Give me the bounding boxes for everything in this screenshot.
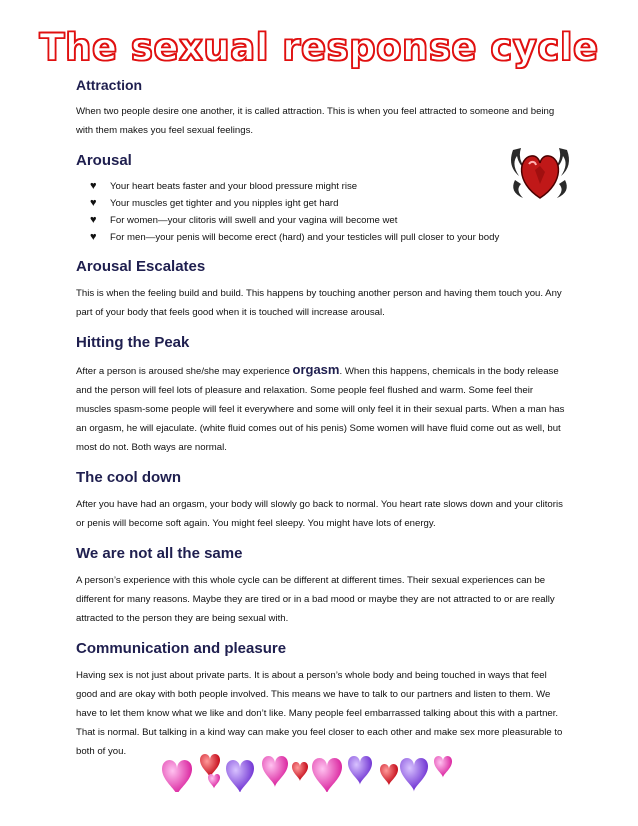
paragraph-communication: Having sex is not just about private parts. It is about a person’s whole body and being touched in ways that feel good and are okay with both people involved. This means we have to talk to our partners and listen to them. We have to let them know what we like and don’t like. Many people feel embarrassed talking about this with a partner. That is normal. But talking in a kind way can make you feel closer to each other and make sex more pleasurable to both of you. bbox=[76, 670, 563, 757]
footer-hearts-decoration bbox=[160, 752, 460, 792]
heading-cooldown: The cool down bbox=[76, 469, 181, 486]
heading-peak: Hitting the Peak bbox=[76, 334, 190, 351]
heading-notsame: We are not all the same bbox=[76, 545, 243, 562]
paragraph-escalates: This is when the feeling build and build. This happens by touching another person and having them touch you. Any part of your body that feels good when it is touched will increase arousal. bbox=[76, 288, 562, 318]
arousal-list bbox=[90, 178, 566, 246]
heart-bullet-icon: ♥ bbox=[90, 197, 97, 209]
content bbox=[76, 76, 566, 773]
section-notsame bbox=[76, 545, 566, 628]
list-item: ♥ For men—your penis will become erect (hard) and your testicles will pull closer to your body bbox=[90, 229, 566, 246]
list-item: ♥ Your heart beats faster and your blood pressure might rise bbox=[90, 178, 566, 195]
heart-bullet-icon: ♥ bbox=[90, 214, 97, 226]
list-item: ♥ Your muscles get tighter and you nipples ight get hard bbox=[90, 195, 566, 212]
section-peak bbox=[76, 334, 566, 457]
section-cooldown bbox=[76, 469, 566, 533]
heart-bullet-icon: ♥ bbox=[90, 231, 97, 243]
section-communication bbox=[76, 640, 566, 761]
page-title: The sexual response cycle bbox=[39, 26, 599, 69]
paragraph-notsame: A person’s experience with this whole cycle can be different at different times. Their sexual experiences can be different for many reasons. Maybe they are tired or in a bad mood or maybe they are not attracted to or are really attracted to the person they are being sexual with. bbox=[76, 575, 555, 624]
heading-attraction: Attraction bbox=[76, 77, 143, 93]
heading-escalates: Arousal Escalates bbox=[76, 258, 206, 275]
paragraph-cooldown: After you have had an orgasm, your body will slowly go back to normal. You heart rate slows down and your clitoris or penis will become soft again. You might feel sleepy. You might have lots of energy. bbox=[76, 499, 563, 529]
heading-communication: Communication and pleasure bbox=[76, 640, 287, 657]
list-item: ♥ For women—your clitoris will swell and your vagina will become wet bbox=[90, 212, 566, 229]
heading-arousal: Arousal bbox=[76, 152, 132, 169]
paragraph-peak: After a person is aroused she/she may experience orgasm. When this happens, chemicals in the body release and the person will feel lots of pleasure and relaxation. Some people feel flushed and warm. Some feel their muscles spasm-some people will feel it everywhere and some will only feel it in their sexual parts. When a man has an orgasm, he will ejaculate. (white fluid comes out of his penis) Some women will have fluid come out as well, but most do not. Both ways are normal. bbox=[76, 362, 565, 453]
section-attraction bbox=[76, 76, 566, 140]
emphasis-orgasm: orgasm bbox=[292, 362, 340, 377]
paragraph-attraction: When two people desire one another, it is called attraction. This is when you feel attracted to someone and being with them makes you feel sexual feelings. bbox=[76, 106, 555, 136]
heart-bullet-icon: ♥ bbox=[90, 180, 97, 192]
section-escalates bbox=[76, 258, 566, 322]
section-arousal bbox=[76, 152, 566, 246]
